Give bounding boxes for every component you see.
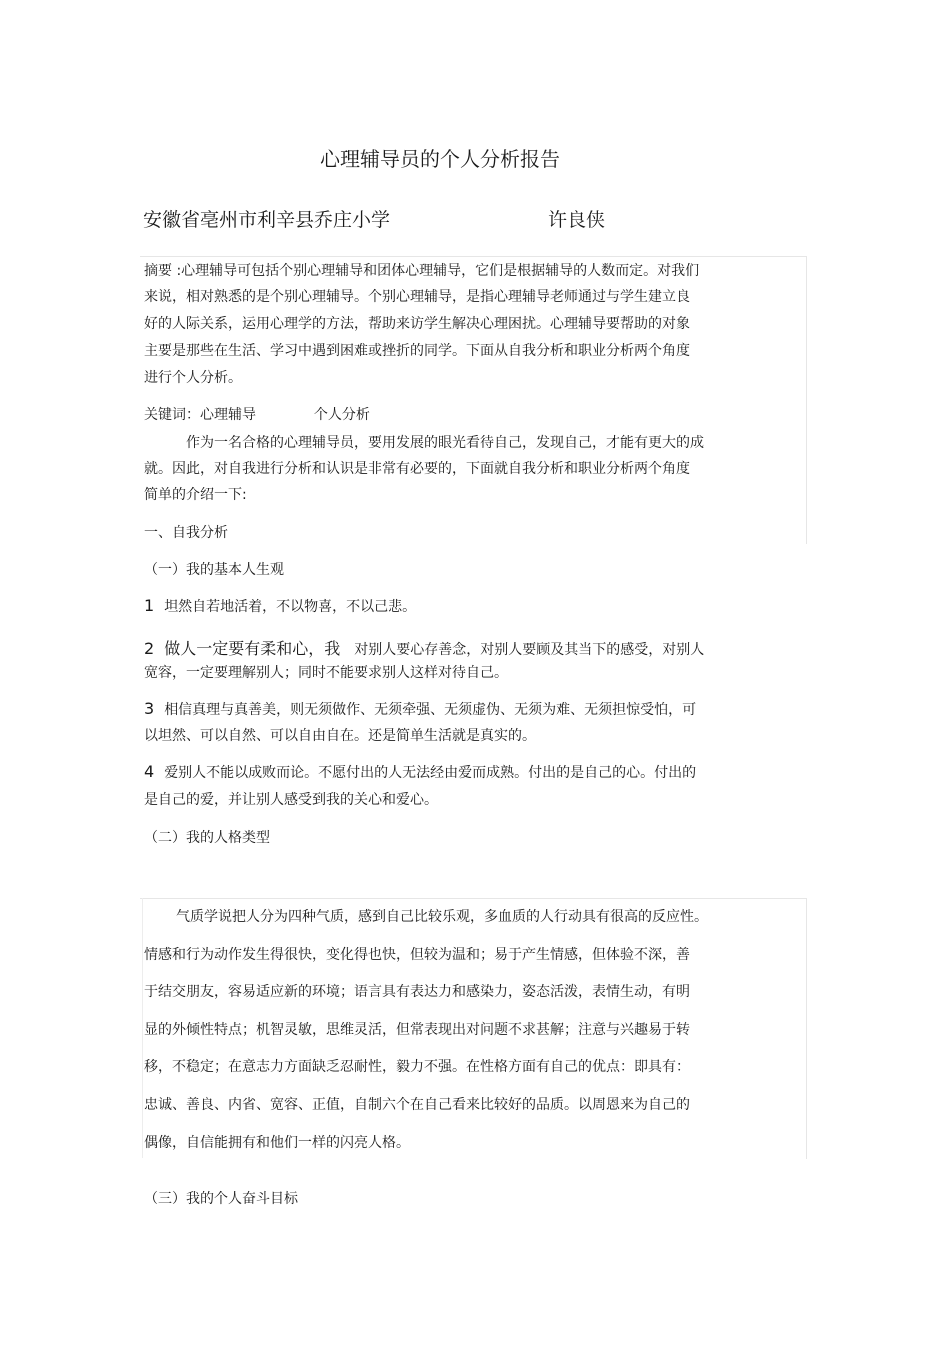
item-number: 4 <box>144 762 155 781</box>
item-lead: 做人一定要有柔和心，我 <box>164 639 341 658</box>
temperament-line: 移，不稳定；在意志力方面缺乏忍耐性，毅力不强。在性格方面有自己的优点：即具有： <box>144 1059 690 1075</box>
section-heading: 一、自我分析 <box>144 525 228 541</box>
abstract-line: 来说，相对熟悉的是个别心理辅导。个别心理辅导，是指心理辅导老师通过与学生建立良 <box>144 289 690 305</box>
item-1 <box>144 596 416 616</box>
keywords: 关键词：心理辅导 个人分析 <box>144 407 370 423</box>
subsection-heading: （二）我的人格类型 <box>144 830 270 846</box>
abstract-line: 摘要 :心理辅导可包括个别心理辅导和团体心理辅导，它们是根据辅导的人数而定。对我们 <box>144 263 700 279</box>
item-4 <box>144 762 696 782</box>
item-number: 3 <box>144 699 155 718</box>
intro-line: 作为一名合格的心理辅导员，要用发展的眼光看待自己，发现自己，才能有更大的成 <box>186 435 704 451</box>
temperament-line: 偶像，自信能拥有和他们一样的闪亮人格。 <box>144 1135 410 1151</box>
item-line: 相信真理与真善美，则无须做作、无须牵强、无须虚伪、无须为难、无须担惊受怕，可 <box>164 702 697 718</box>
temperament-line: 于结交朋友，容易适应新的环境；语言具有表达力和感染力，姿态活泼，表情生动，有明 <box>144 984 690 1000</box>
temperament-line: 情感和行为动作发生得很快，变化得也快，但较为温和；易于产生情感，但体验不深，善 <box>144 947 690 963</box>
subsection-heading: （一）我的基本人生观 <box>144 562 284 578</box>
author-name: 许良侠 <box>548 209 606 231</box>
document-title: 心理辅导员的个人分析报告 <box>320 147 560 171</box>
item-line: 对别人要心存善念，对别人要顾及其当下的感受，对别人 <box>354 642 705 658</box>
item-2 <box>144 636 704 659</box>
intro-line: 简单的介绍一下: <box>144 487 247 503</box>
item-line: 以坦然、可以自然、可以自由自在。还是简单生活就是真实的。 <box>144 728 536 744</box>
item-number: 2 <box>144 639 155 658</box>
item-line: 爱别人不能以成败而论。不愿付出的人无法经由爱而成熟。付出的是自己的心。付出的 <box>164 765 697 781</box>
item-line: 宽容，一定要理解别人；同时不能要求别人这样对待自己。 <box>144 665 508 681</box>
temperament-line: 忠诚、善良、内省、宽容、正值，自制六个在自己看来比较好的品质。以周恩来为自己的 <box>144 1097 690 1113</box>
intro-line: 就。因此，对自我进行分析和认识是非常有必要的，下面就自我分析和职业分析两个角度 <box>144 461 690 477</box>
item-3 <box>144 699 696 719</box>
item-line: 是自己的爱，并让别人感受到我的关心和爱心。 <box>144 792 438 808</box>
temperament-line: 气质学说把人分为四种气质，感到自己比较乐观，多血质的人行动具有很高的反应性。 <box>176 909 708 925</box>
temperament-line: 显的外倾性特点；机智灵敏，思维灵活，但常表现出对问题不求甚解；注意与兴趣易于转 <box>144 1022 690 1038</box>
scan-border-left <box>142 898 143 1158</box>
abstract-line: 主要是那些在生活、学习中遇到困难或挫折的同学。下面从自我分析和职业分析两个角度 <box>144 343 690 359</box>
abstract-line: 进行个人分析。 <box>144 370 242 386</box>
subsection-heading: （三）我的个人奋斗目标 <box>144 1191 298 1207</box>
item-number: 1 <box>144 596 155 615</box>
school-name: 安徽省亳州市利辛县乔庄小学 <box>143 209 391 231</box>
item-line: 坦然自若地活着，不以物喜，不以己悲。 <box>164 599 417 615</box>
abstract-line: 好的人际关系，运用心理学的方法，帮助来访学生解决心理困扰。心理辅导要帮助的对象 <box>144 316 690 332</box>
